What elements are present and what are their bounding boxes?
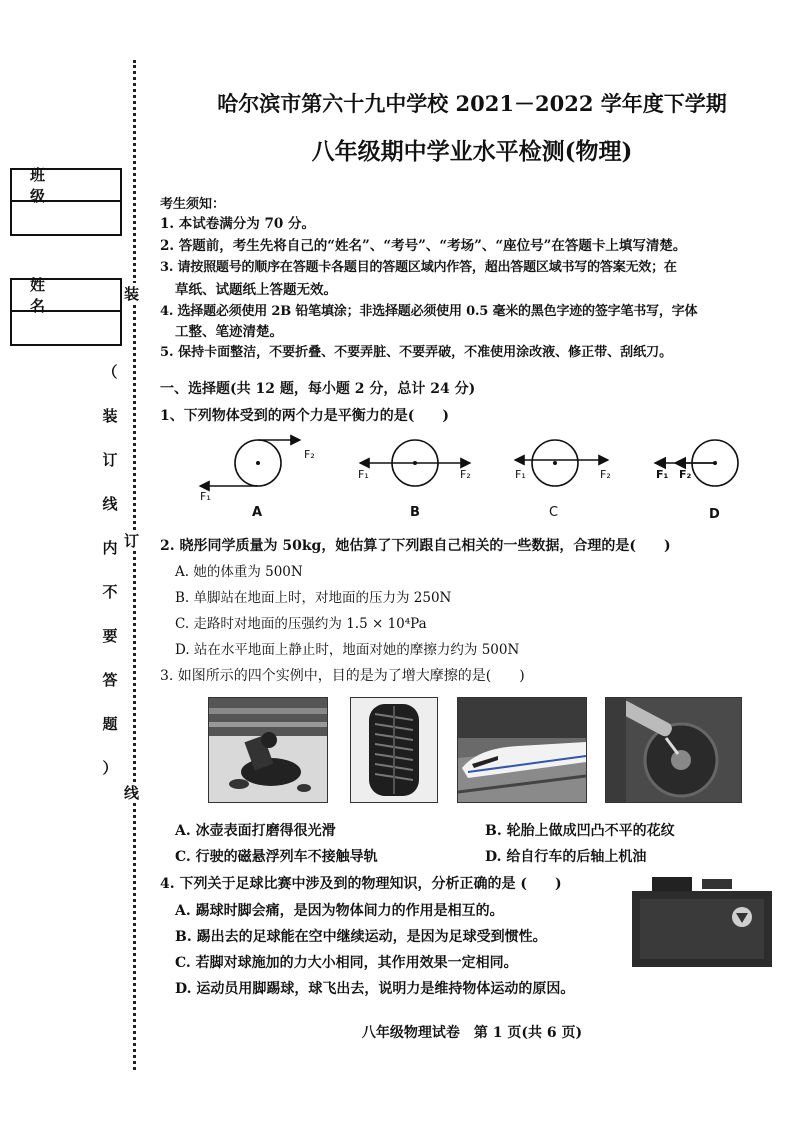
- binding-ding: 订: [124, 532, 140, 550]
- q2-option-c: C. 走路时对地面的压强约为 1.5 × 10⁴Pa: [175, 616, 427, 632]
- binding-char: 装: [102, 407, 118, 425]
- binding-char: 不: [102, 583, 118, 601]
- notice-item: 草纸、试题纸上答题无效。: [175, 282, 337, 298]
- binding-char: 内: [102, 539, 118, 557]
- binding-vertical-text: [100, 350, 120, 790]
- exam-title: 哈尔滨市第六十九中学校 2021－2022 学年度下学期: [217, 91, 727, 116]
- q2-option-b: B. 单脚站在地面上时，对地面的压力为 250N: [175, 590, 452, 606]
- q3-option-c: C. 行驶的磁悬浮列车不接触导轨: [175, 849, 378, 865]
- diagram-b: [360, 440, 470, 486]
- q1-label-d: D: [709, 507, 720, 522]
- force-label-a-f1: F₁: [200, 490, 211, 503]
- tire-photo: [350, 697, 438, 803]
- force-label-c-f2: F₂: [600, 468, 611, 481]
- name-label: 姓 名: [12, 280, 120, 312]
- notice-heading: 考生须知：: [160, 197, 226, 212]
- q2-option-a: A. 她的体重为 500N: [175, 564, 303, 580]
- force-label-a-f2: F₂: [304, 448, 315, 461]
- q4-option-b: B. 踢出去的足球能在空中继续运动，是因为足球受到惯性。: [175, 929, 547, 945]
- diagram-a: [200, 440, 300, 486]
- q4-stem: 4. 下列关于足球比赛中涉及到的物理知识，分析正确的是 ( ): [160, 876, 562, 892]
- binding-char: 要: [102, 627, 118, 645]
- notice-item: 4. 选择题必须使用 2B 铅笔填涂；非选择题必须使用 0.5 毫米的黑色字迹的签字笔书写，字体: [160, 304, 698, 319]
- q2-option-d: D. 站在水平地面上静止时，地面对她的摩擦力约为 500N: [175, 642, 520, 658]
- name-box: [10, 278, 122, 346]
- binding-char: （: [102, 363, 118, 381]
- notice-item: 1. 本试卷满分为 70 分。: [160, 216, 315, 232]
- name-blank: [12, 312, 120, 344]
- curling-photo: [208, 697, 328, 803]
- q1-label-a: A: [252, 505, 263, 520]
- q3-option-b: B. 轮胎上做成凹凸不平的花纹: [485, 823, 675, 839]
- q1-label-c: C: [549, 505, 559, 520]
- binding-char: 订: [102, 451, 118, 469]
- class-label: 班 级: [12, 170, 120, 202]
- q1-stem: 1、下列物体受到的两个力是平衡力的是( ): [160, 408, 449, 424]
- q4-option-c: C. 若脚对球施加的力大小相同，其作用效果一定相同。: [175, 955, 518, 971]
- q3-option-d: D. 给自行车的后轴上机油: [485, 849, 647, 865]
- q4-option-d: D. 运动员用脚踢球，球飞出去，说明力是维持物体运动的原因。: [175, 981, 575, 997]
- diagram-c: [515, 440, 608, 486]
- notice-item: 3. 请按照题号的顺序在答题卡各题目的答题区域内作答，超出答题区域书写的答案无效；在: [160, 260, 677, 275]
- class-blank: [12, 202, 120, 234]
- exam-subtitle: 八年级期中学业水平检测(物理): [311, 138, 633, 165]
- binding-xian: 线: [124, 784, 140, 802]
- binding-zhuang: 装: [124, 285, 140, 303]
- football-photo: [632, 877, 772, 967]
- binding-char: 答: [102, 671, 118, 689]
- binding-dotted-line: [133, 60, 136, 1070]
- binding-char: 线: [102, 495, 118, 513]
- class-box: [10, 168, 122, 236]
- section-heading: 一、选择题(共 12 题，每小题 2 分，总计 24 分): [160, 381, 476, 397]
- force-label-d-f1: F₁: [656, 468, 669, 481]
- maglev-train-photo: [457, 697, 587, 803]
- q1-label-b: B: [410, 505, 420, 520]
- notice-item: 5. 保持卡面整洁，不要折叠、不要弄脏、不要弄破，不准使用涂改液、修正带、刮纸刀。: [160, 345, 673, 360]
- notice-item: 工整、笔迹清楚。: [175, 324, 283, 340]
- binding-char: ）: [102, 759, 118, 777]
- force-label-c-f1: F₁: [515, 468, 526, 481]
- q3-option-a: A. 冰壶表面打磨得很光滑: [175, 823, 336, 839]
- page-footer: 八年级物理试卷 第 1 页(共 6 页): [361, 1025, 583, 1041]
- force-label-b-f2: F₂: [460, 468, 471, 481]
- q3-stem: 3. 如图所示的四个实例中，目的是为了增大摩擦的是( ): [160, 668, 525, 684]
- binding-char: 题: [102, 715, 118, 733]
- bicycle-axle-photo: [605, 697, 742, 803]
- force-label-b-f1: F₁: [358, 468, 369, 481]
- q4-option-a: A. 踢球时脚会痛，是因为物体间力的作用是相互的。: [175, 903, 504, 919]
- force-label-d-f2: F₂: [679, 468, 692, 481]
- notice-item: 2. 答题前，考生先将自己的“姓名”、“考号”、“考场”、“座位号”在答题卡上填写清楚。: [160, 238, 687, 254]
- q2-stem: 2. 晓彤同学质量为 50kg，她估算了下列跟自己相关的一些数据，合理的是( ): [160, 538, 671, 554]
